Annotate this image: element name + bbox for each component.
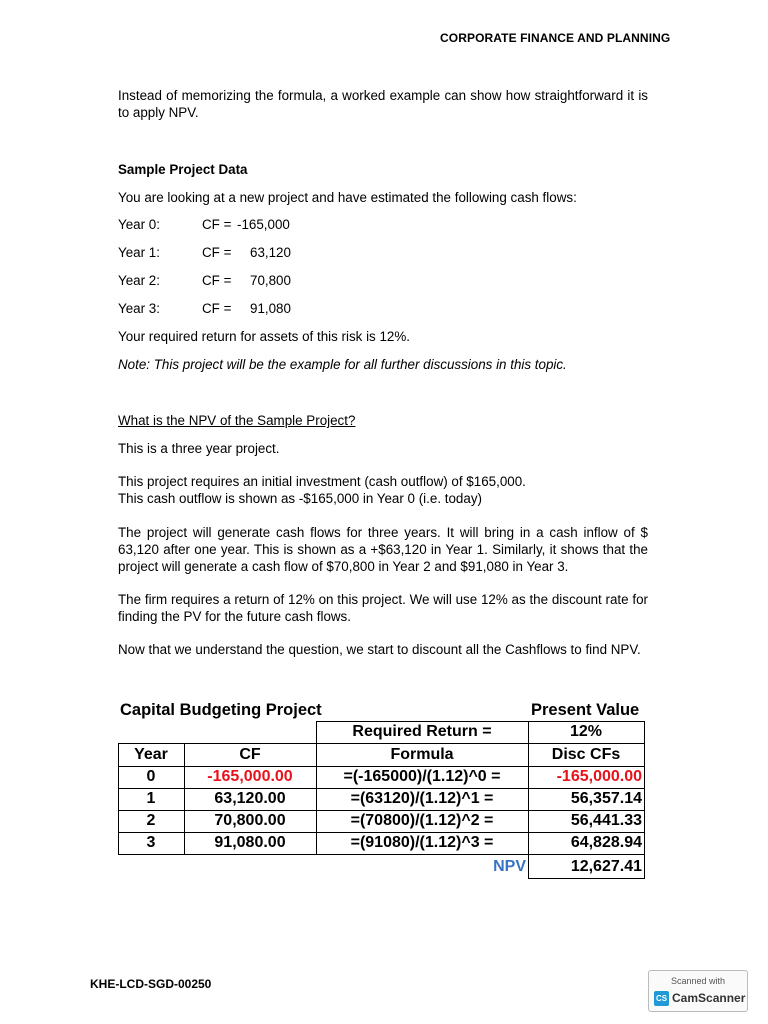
row-formula: =(63120)/(1.12)^1 = (350, 790, 494, 807)
cf-year: Year 2: (118, 273, 160, 288)
col-cf: CF (239, 745, 261, 763)
cf-value: 63,120 (250, 245, 291, 260)
sample-lead: You are looking at a new project and have estimated the following cash flows: (118, 190, 577, 205)
paragraph-3: The project will generate cash flows for three years. It will bring in a cash inflow of $ 63,120 after one year. This is shown as a +$63,120 in Year 1. Similarly, it shows that the project will generate a cash flow of $70,800 in Year 2 and $91,080 in Year 3. (118, 525, 648, 574)
grid-line (118, 766, 644, 767)
cf-value: 91,080 (250, 301, 291, 316)
row-formula: =(70800)/(1.12)^2 = (350, 812, 494, 829)
paragraph-4: The firm requires a return of 12% on this project. We will use 12% as the discount rate for finding the PV for the future cash flows. (118, 592, 648, 624)
grid-line (644, 721, 645, 879)
cf-value: -165,000 (237, 217, 290, 232)
row-cf: 70,800.00 (214, 812, 286, 829)
npv-table (118, 700, 646, 880)
grid-line (118, 788, 644, 789)
required-return-text: Your required return for assets of this risk is 12%. (118, 329, 410, 344)
row-cf: 63,120.00 (214, 790, 286, 807)
camscanner-watermark (648, 970, 748, 1012)
camscanner-logo-icon: CS (654, 991, 669, 1006)
paragraph-2b: This cash outflow is shown as -$165,000 in Year 0 (i.e. today) (118, 491, 482, 506)
note-text: Note: This project will be the example for all further discussions in this topic. (118, 357, 567, 372)
document-code: KHE-LCD-SGD-00250 (90, 977, 212, 991)
cf-year: Year 3: (118, 301, 160, 316)
row-year: 3 (146, 834, 156, 851)
row-disc: 64,828.94 (570, 834, 642, 851)
col-year: Year (134, 745, 168, 763)
col-formula: Formula (390, 745, 454, 763)
npv-value: 12,627.41 (570, 857, 642, 875)
col-disc: Disc CFs (551, 745, 621, 763)
grid-line (184, 743, 185, 855)
row-cf: -165,000.00 (207, 768, 293, 785)
paragraph-1: This is a three year project. (118, 441, 280, 456)
cf-value: 70,800 (250, 273, 291, 288)
row-disc: 56,441.33 (570, 812, 642, 829)
grid-line (118, 810, 644, 811)
table-title: Capital Budgeting Project (120, 701, 322, 719)
grid-line (316, 721, 644, 722)
row-year: 0 (146, 768, 156, 785)
pv-title: Present Value (531, 701, 640, 719)
paragraph-2a: This project requires an initial investment (cash outflow) of $165,000. (118, 474, 526, 489)
row-disc: -165,000.00 (556, 768, 642, 785)
grid-line (118, 743, 644, 744)
grid-line (528, 878, 644, 879)
grid-line (118, 743, 119, 855)
scanned-with-text: Scanned with (670, 976, 726, 986)
cf-label: CF = (202, 273, 232, 288)
grid-line (118, 832, 644, 833)
row-disc: 56,357.14 (570, 790, 642, 807)
row-formula: =(91080)/(1.12)^3 = (350, 834, 494, 851)
cf-year: Year 1: (118, 245, 160, 260)
npv-label: NPV (493, 857, 526, 875)
camscanner-name: CamScanner (672, 991, 746, 1005)
paragraph-5: Now that we understand the question, we start to discount all the Cashflows to find NPV. (118, 642, 641, 657)
cf-year: Year 0: (118, 217, 160, 232)
required-return-value: 12% (569, 723, 603, 740)
grid-line (118, 854, 644, 855)
page-header: CORPORATE FINANCE AND PLANNING (440, 31, 671, 45)
required-return-label: Required Return = (352, 723, 492, 740)
cf-label: CF = (202, 217, 232, 232)
sample-heading: Sample Project Data (118, 162, 248, 177)
grid-line (316, 721, 317, 855)
question-heading: What is the NPV of the Sample Project? (118, 413, 356, 428)
cf-label: CF = (202, 245, 232, 260)
row-cf: 91,080.00 (214, 834, 286, 851)
intro-paragraph: Instead of memorizing the formula, a worked example can show how straightforward it is to apply NPV. (118, 88, 648, 120)
row-year: 1 (146, 790, 156, 807)
grid-line (528, 721, 529, 879)
row-year: 2 (146, 812, 156, 829)
cf-label: CF = (202, 301, 232, 316)
row-formula: =(-165000)/(1.12)^0 = (343, 768, 501, 785)
